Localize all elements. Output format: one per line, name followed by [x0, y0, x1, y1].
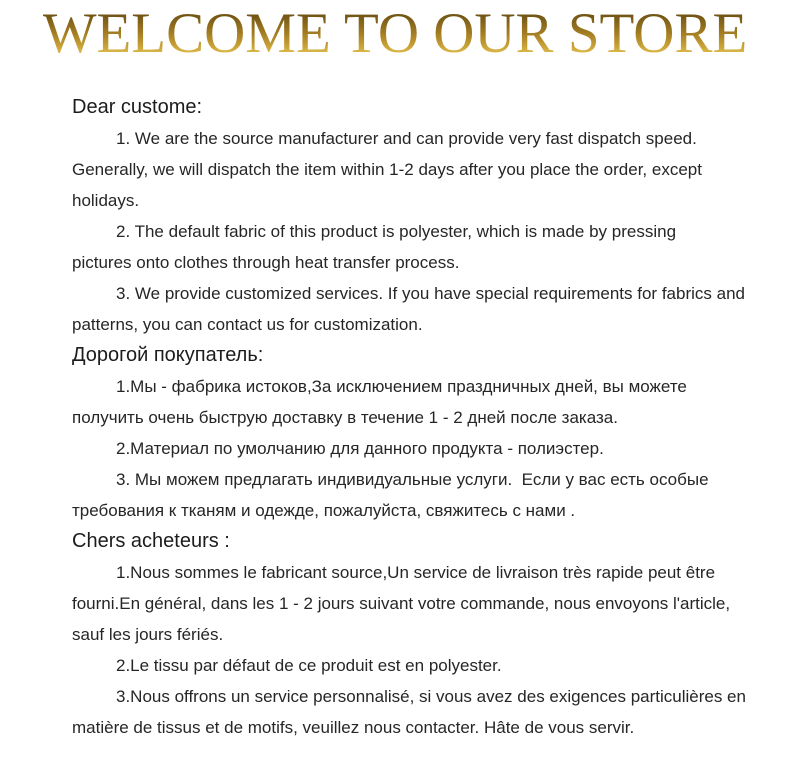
notice-line: holidays.	[72, 190, 140, 210]
notice-line: Generally, we will dispatch the item within 1-2 days after you place the order, except	[72, 159, 702, 179]
notice-body	[0, 67, 790, 743]
notice-line: sauf les jours fériés.	[72, 624, 224, 644]
section-english	[72, 92, 770, 340]
section-french	[72, 526, 770, 743]
notice-line: pictures onto clothes through heat transfer process.	[72, 252, 460, 272]
notice-line: 2. The default fabric of this product is polyester, which is made by pressing	[116, 221, 677, 241]
banner	[0, 0, 790, 67]
section-header-french: Chers acheteurs :	[72, 529, 230, 552]
notice-line: 3.Nous offrons un service personnalisé, si vous avez des exigences particulières en	[116, 686, 746, 706]
notice-line: 1.Nous sommes le fabricant source,Un service de livraison très rapide peut être	[116, 562, 716, 582]
section-header-russian: Дорогой покупатель:	[72, 343, 264, 366]
notice-line: patterns, you can contact us for customization.	[72, 314, 423, 334]
notice-line: 1.Мы - фабрика истоков,За исключением праздничных дней, вы можете	[116, 376, 687, 396]
notice-line: получить очень быструю доставку в течение 1 - 2 дней после заказа.	[72, 407, 618, 427]
notice-line: 2.Материал по умолчанию для данного продукта - полиэстер.	[116, 438, 604, 458]
notice-line: fourni.En général, dans les 1 - 2 jours suivant votre commande, nous envoyons l'article,	[72, 593, 731, 613]
section-russian	[72, 340, 770, 526]
notice-line: 3. Мы можем предлагать индивидуальные услуги. Если у вас есть особые	[116, 469, 709, 489]
notice-line: требования к тканям и одежде, пожалуйста, свяжитесь с нами .	[72, 500, 576, 520]
store-banner-title: WELCOME TO OUR STORE	[42, 2, 748, 65]
notice-line: 1. We are the source manufacturer and can provide very fast dispatch speed.	[116, 128, 697, 148]
section-header-english: Dear custome:	[72, 95, 203, 118]
notice-line: matière de tissus et de motifs, veuillez nous contacter. Hâte de vous servir.	[72, 717, 635, 737]
notice-line: 2.Le tissu par défaut de ce produit est en polyester.	[116, 655, 502, 675]
notice-line: 3. We provide customized services. If you have special requirements for fabrics and	[116, 283, 745, 303]
